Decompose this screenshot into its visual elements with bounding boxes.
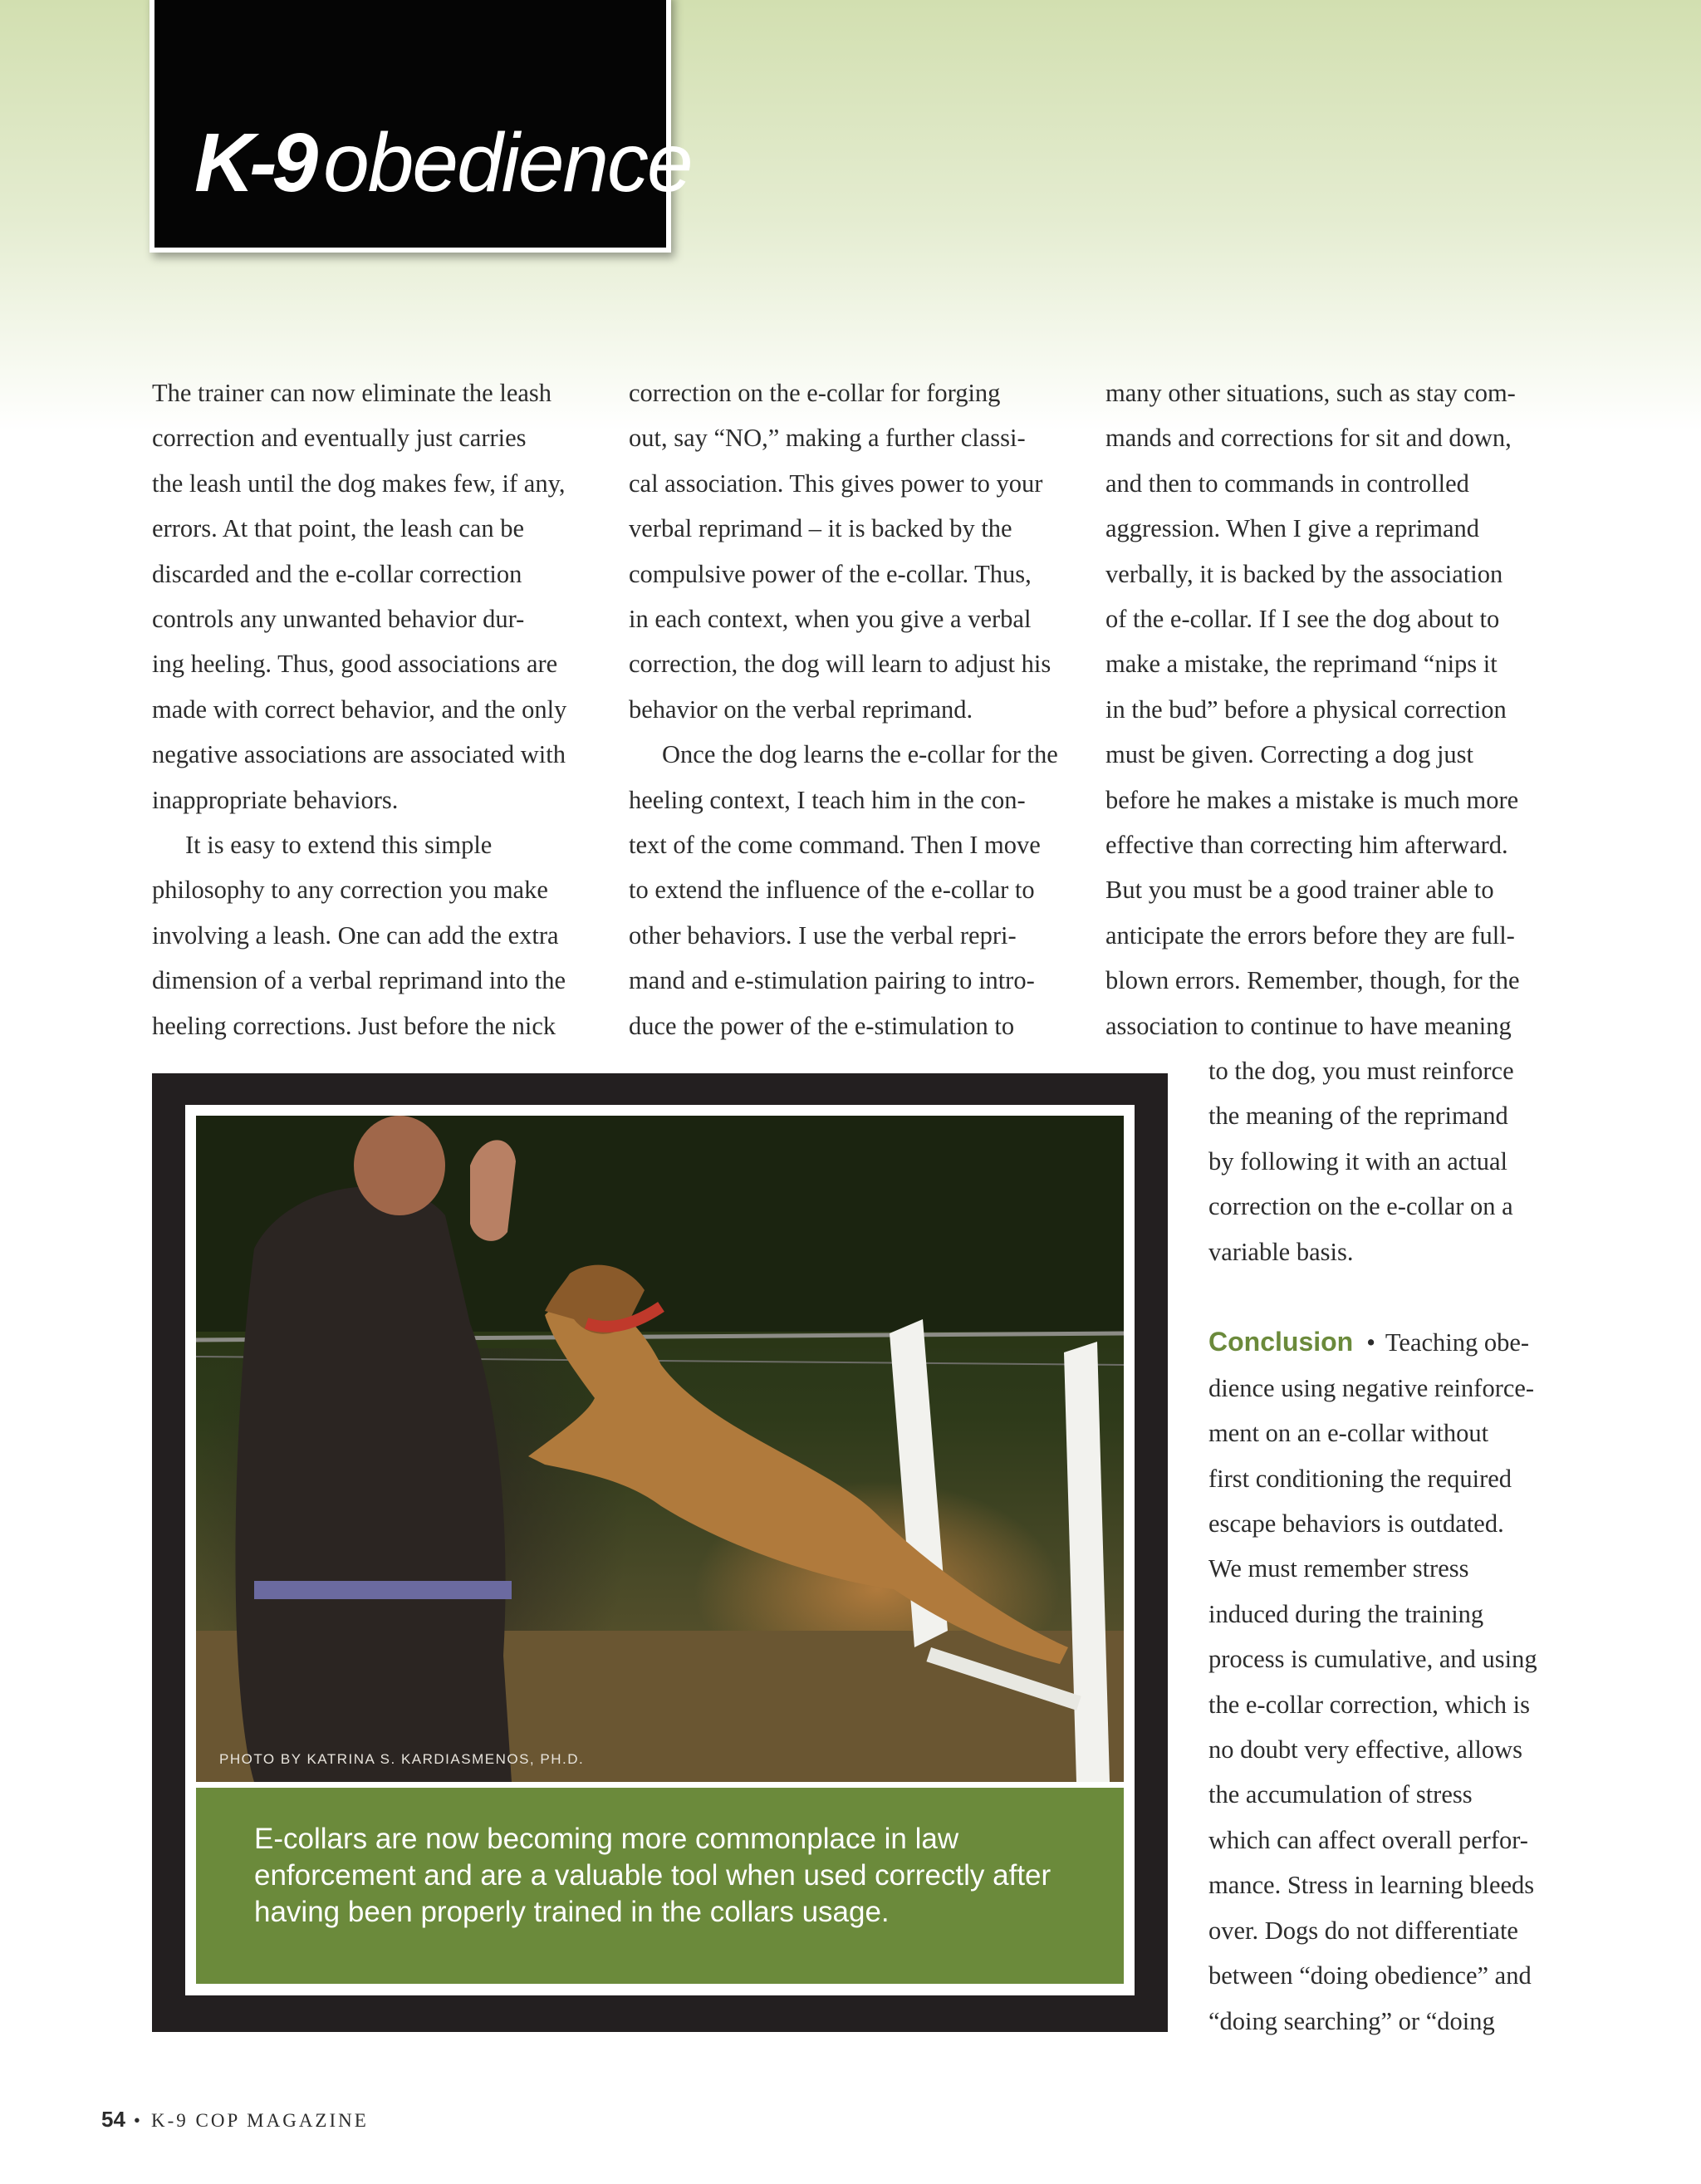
text-line: make a mistake, the reprimand “nips it (1105, 650, 1498, 679)
text-line: escape behaviors is outdated. (1208, 1509, 1504, 1539)
text-line: effective than correcting him afterward. (1105, 831, 1508, 860)
text-line: induced during the training (1208, 1599, 1484, 1628)
section-header (150, 0, 692, 253)
article-column-1 (152, 371, 600, 1048)
article-column-3-continued (1208, 1048, 1557, 2044)
section-title (194, 116, 692, 209)
text-line: Once the dog learns the e-collar for the (662, 740, 1058, 769)
conclusion-bullet: • (1366, 1328, 1375, 1357)
text-line: and then to commands in controlled (1105, 469, 1469, 498)
text-line: “doing searching” or “doing (1208, 2006, 1495, 2035)
text-line: discarded and the e-collar correction (152, 559, 522, 588)
text-line: errors. At that point, the leash can be (152, 514, 525, 543)
text-line: variable basis. (1208, 1237, 1354, 1266)
text-line: It is easy to extend this simple (185, 831, 493, 860)
text-line: negative associations are associated with (152, 740, 566, 769)
text-line: verbal reprimand – it is backed by the (629, 514, 1012, 543)
text-line: correction and eventually just carries (152, 424, 527, 453)
conclusion-first-line (1208, 1319, 1557, 1365)
text-line: dimension of a verbal reprimand into the (152, 966, 566, 995)
conclusion-heading: Conclusion (1208, 1327, 1354, 1357)
paragraph (152, 371, 600, 822)
text-line: mand and e-stimulation pairing to intro- (629, 966, 1035, 995)
text-line: made with correct behavior, and the only (152, 694, 567, 724)
text-line: verbally, it is backed by the association (1105, 559, 1503, 588)
photo-illustration (196, 1116, 1124, 1782)
dog-jumping-photo (196, 1116, 1124, 1782)
text-line: out, say “NO,” making a further classi- (629, 424, 1026, 453)
section-brand: K-9 (194, 116, 314, 209)
paragraph (152, 822, 600, 1048)
text-line: the leash until the dog makes few, if any, (152, 469, 566, 498)
text-line: mands and corrections for sit and down, (1105, 424, 1512, 453)
text-line: the e-collar correction, which is (1208, 1690, 1531, 1719)
text-line: But you must be a good trainer able to (1105, 876, 1494, 905)
text-line: inappropriate behaviors. (152, 785, 399, 814)
conclusion-lead: Teaching obe- (1385, 1328, 1530, 1357)
text-line: many other situations, such as stay com- (1105, 379, 1516, 407)
text-line: association to continue to have meaning (1105, 1011, 1512, 1040)
text-line: in the bud” before a physical correction (1105, 694, 1507, 724)
text-line: heeling context, I teach him in the con- (629, 785, 1026, 814)
text-line: correction on the e-collar for forging (629, 379, 1001, 407)
text-line: first conditioning the required (1208, 1464, 1512, 1493)
text-line: anticipate the errors before they are full- (1105, 920, 1515, 950)
photo-handler-head (354, 1116, 445, 1215)
magazine-name: K-9 COP MAGAZINE (150, 2110, 369, 2131)
text-line: in each context, when you give a verbal (629, 605, 1032, 634)
column-3-continued-text (1208, 1048, 1557, 1274)
text-line: other behaviors. I use the verbal repri- (629, 920, 1017, 950)
text-line: ing heeling. Thus, good associations are (152, 650, 558, 679)
page-footer (101, 2107, 369, 2132)
text-line: heeling corrections. Just before the nick (152, 1011, 556, 1040)
text-line: mance. Stress in learning bleeds (1208, 1871, 1535, 1900)
text-line: correction, the dog will learn to adjust his (629, 650, 1051, 679)
photo-frame (152, 1073, 1168, 2032)
text-line: the accumulation of stress (1208, 1780, 1473, 1809)
text-line: the meaning of the reprimand (1208, 1102, 1508, 1131)
text-line: compulsive power of the e-collar. Thus, (629, 559, 1032, 588)
article-column-2 (629, 371, 1077, 1048)
section-name: obedience (323, 116, 692, 209)
footer-separator: • (133, 2110, 143, 2131)
text-line: no doubt very effective, allows (1208, 1735, 1523, 1764)
text-line: The trainer can now eliminate the leash (152, 379, 552, 407)
photo-caption-box (196, 1788, 1124, 1984)
text-line: process is cumulative, and using (1208, 1645, 1537, 1674)
text-line: involving a leash. One can add the extra (152, 920, 559, 950)
text-line: philosophy to any correction you make (152, 876, 548, 905)
text-line: text of the come command. Then I move (629, 831, 1041, 860)
text-line: correction on the e-collar on a (1208, 1192, 1513, 1221)
text-line: must be given. Correcting a dog just (1105, 740, 1474, 769)
text-line: cal association. This gives power to your (629, 469, 1043, 498)
photo-credit: PHOTO BY KATRINA S. KARDIASMENOS, PH.D. (219, 1751, 585, 1767)
page-number: 54 (101, 2107, 125, 2132)
text-line: over. Dogs do not differentiate (1208, 1916, 1518, 1945)
text-line: before he makes a mistake is much more (1105, 785, 1519, 814)
text-line: aggression. When I give a reprimand (1105, 514, 1480, 543)
text-line: which can affect overall perfor- (1208, 1825, 1528, 1854)
text-line: controls any unwanted behavior dur- (152, 605, 525, 634)
text-line: of the e-collar. If I see the dog about to (1105, 605, 1500, 634)
conclusion-text (1208, 1366, 1557, 2044)
text-line: We must remember stress (1208, 1554, 1469, 1583)
text-line: by following it with an actual (1208, 1146, 1507, 1175)
text-line: to the dog, you must reinforce (1208, 1057, 1514, 1085)
paragraph (629, 371, 1077, 732)
photo-suit-band (254, 1581, 512, 1599)
text-line: dience using negative reinforce- (1208, 1373, 1535, 1402)
photo-caption: E-collars are now becoming more commonplace in law enforcement and are a valuable tool when used correctly after having been properly trained in the collars usage. (254, 1823, 1051, 1928)
photo-mat (185, 1105, 1135, 1995)
paragraph (629, 732, 1077, 1048)
text-line: duce the power of the e-stimulation to (629, 1011, 1015, 1040)
text-line: blown errors. Remember, though, for the (1105, 966, 1520, 995)
photo-dog-body (528, 1298, 1068, 1664)
paragraph-spacer (1208, 1274, 1557, 1319)
text-line: ment on an e-collar without (1208, 1419, 1489, 1448)
text-line: behavior on the verbal reprimand. (629, 694, 973, 724)
text-line: between “doing obedience” and (1208, 1961, 1532, 1990)
article-column-3 (1105, 371, 1554, 1048)
text-line: to extend the influence of the e-collar to (629, 876, 1035, 905)
